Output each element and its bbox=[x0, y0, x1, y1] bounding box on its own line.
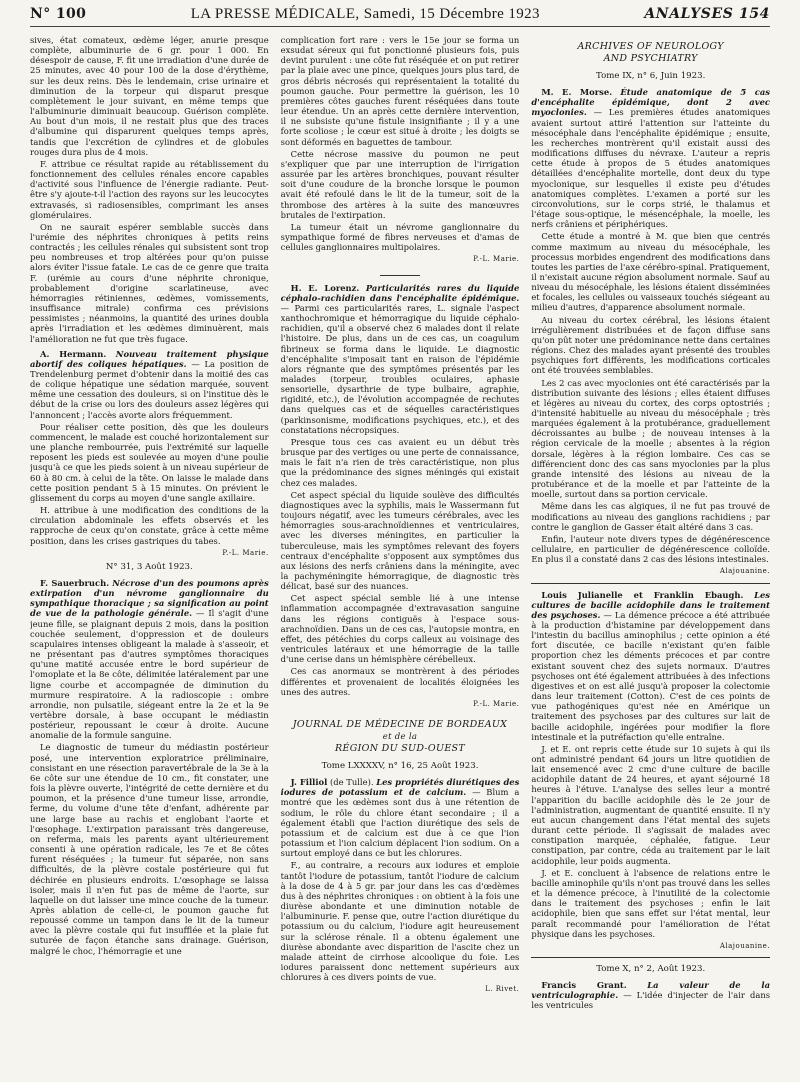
signature: Alajouanine. bbox=[719, 567, 771, 576]
article-grant bbox=[531, 980, 770, 1010]
paragraph: Ces cas anormaux se montrèrent à des périodes différentes et provenaient de localités éloignées les unes des autres. bbox=[280, 666, 520, 697]
paragraph: Même dans les cas algiques, il ne fut pas trouvé de modifications au niveau des ganglions rachidiens ; par contre le ganglion de Gasser était altéré dans 3 cas. bbox=[531, 501, 771, 532]
paragraph: Presque tous ces cas avaient eu un début très brusque par des vertiges ou une perte de connaissance, mais le fait n'a rien de très caractéristique, non plus que la prédominance des signes méningés qui existait chez ces malades. bbox=[280, 436, 520, 488]
journal-name-2: et de la bbox=[382, 732, 418, 742]
column-3 bbox=[531, 35, 770, 1065]
paragraph: On ne saurait espérer semblable succès dans l'urémie des néphrites chroniques à petits reins contractés ; les cellules rénales qui subsistent sont trop peu nombreuses et trop altérées pour qu'on puisse alors éviter l'issue fatale. Le cas de ce genre que traita F. (urémie au cours d'une néphrite chronique, probablement d'origine scarlatineuse, avec hémorragies rétiniennes, œdèmes, vomissements, insuffisance mitrale) confirma ces prévisions pessimistes ; néanmoins, la quantité des urines doubla après l'irradiation et les œdèmes diminuèrent, mais l'amélioration ne fut que très fugace. bbox=[30, 221, 269, 344]
issue-meta: Tome LXXXXV, n° 16, 25 Août 1923. bbox=[321, 761, 479, 771]
page-number: N° 100 bbox=[30, 6, 87, 22]
article-author: Louis Julianelle et Franklin Ebaugh. bbox=[541, 589, 744, 600]
issue-meta: N° 31, 3 Août 1923. bbox=[105, 561, 193, 572]
issue-meta: Tome IX, n° 6, Juin 1923. bbox=[596, 71, 706, 81]
page-header bbox=[30, 6, 770, 27]
separator bbox=[281, 268, 520, 278]
paragraph: F., au contraire, a recours aux iodures et emploie tantôt l'iodure de potassium, tantôt l'iodure de calcium à la dose de 4 à 5 gr. par jour dans les cas d'œdèmes dus à des néphrites chroniques : on obtient à la fois une diurèse abondante et une diminution notable de l'albuminurie. F. pense que, outre l'action diurétique du potassium ou du calcium, l'iodure agit heureusement sur la sclérose rénale. Il a obtenu également une diurèse abondante avec disparition de l'ascite chez un malade atteint de cirrhose alcoolique du foie. Les iodures paraissent donc nettement supérieurs aux chlorures à ces divers points de vue. bbox=[280, 860, 520, 983]
signature: P.-L. Marie. bbox=[473, 699, 520, 708]
article-author: Francis Grant. bbox=[541, 980, 627, 991]
article-text: — Blum a montré que les œdèmes sont dus à une rétention de sodium, le rôle du chlore étant secondaire ; il a également établi que l'action diurétique des sels de potassium et de calcium est due à ce que l'ion potassium et l'ion calcium déplacent l'ion sodium. On a surtout employé dans ce but les chlorures. bbox=[280, 787, 520, 859]
paragraph: La tumeur était un névrome ganglionnaire du sympathique formé de fibres nerveuses et d'amas de cellules ganglionnaires multipolaires. bbox=[280, 221, 520, 253]
article-julianelle bbox=[531, 590, 770, 742]
article-text: — Parmi ces particularités rares, L. signale l'aspect xanthochromique et hémorragique du liquide céphalo-rachidien, qu'il a observé chez 6 malades dont il relate l'histoire. De plus, dans un de ces cas, un coagulum fibrineux se forma dans le liquide. Le diagnostic d'encéphalite s'imposait tant en raison de l'épidémie alors régnante que des symptômes présentés par les malades (torpeur, troubles oculaires, aphasie sensorielle, dysarthrie de type bulbaire, agraphie, rigidité, etc.), de l'évolution accompagnée de rechutes dans quelques cas et de séquelles caractéristiques (parkinsonisme, modifications psychiques, etc.), et des constatations nécropsiques. bbox=[280, 302, 520, 435]
paragraph: Cet aspect spécial semble lié à une intense inflammation accompagnée d'extravasation sanguine dans les régions contiguës à l'espace sous-arachnoïdien. Dans un de ces cas, l'autopsie montra, en effet, des pétéchies du corps calleux au voisinage des ventricules latéraux et une hémorragie de la taille d'une cerise dans un hémisphère cérébelleux. bbox=[280, 593, 520, 665]
article-title: Nouveau traitement physique abortif des coliques hépatiques. bbox=[30, 348, 269, 369]
paragraph: Enfin, l'auteur note divers types de dégénérescence cellulaire, en particulier de dégénérescence colloïde. En plus il a constaté dans 2 cas des lésions intestinales. bbox=[531, 533, 771, 565]
article-lorenz bbox=[281, 283, 520, 435]
journal-name-2: AND PSYCHIATRY bbox=[603, 53, 698, 64]
paragraph: Le diagnostic de tumeur du médiastin postérieur posé, une intervention exploratrice préliminaire, consistant en une résection paravertébrale de la 3e à la 6e côte sur une étendue de 10 cm., fit constater, une fois la plèvre ouverte, l'intégrité de cette dernière et du poumon, et la présence d'une tumeur lisse, arrondie, ferme, du volume d'une tête d'enfant, adhérente par une large base au rachis et englobant l'aorte et l'œsophage. L'extirpation paraissant très dangereuse, on referma, mais les parents ayant ultérieurement consenti à une opération radicale, les 7e et 8e côtes furent réséquées ; la tumeur fut séparée, non sans difficultés, de la plèvre costale postérieure qui fut déchirée en plusieurs endroits. L'œsophage se laissa isoler, mais il n'en fut pas de même de l'aorte, sur laquelle on dut laisser une mince couche de la tumeur. Après ablation de celle-ci, le poumon gauche fut repoussé comme un tampon dans le lit de la tumeur avec la plèvre costale qui fut insufflée et la plaie fut suturée de façon étanche sans drainage. Guérison, malgré le choc, l'hémorragie et une bbox=[30, 742, 269, 956]
journal-name-3: RÉGION DU SUD-OUEST bbox=[335, 743, 465, 754]
article-text: — L'idée d'injecter de l'air dans les ventricules bbox=[531, 990, 771, 1011]
article-title: Étude anatomique de 5 cas d'encéphalite épidémique, dont 2 avec myoclonies. bbox=[531, 87, 771, 118]
journal-name: JOURNAL DE MÉDECINE DE BORDEAUX bbox=[292, 719, 508, 730]
article-text: — Il s'agit d'une jeune fille, se plaignant depuis 2 mois, dans la position couchée seulement, d'oppression et de douleurs scapulaires intenses obligeant la malade à s'asseoir, et ne présentant pas d'autres symptômes thoraciques qu'une matité accusée entre le bord supérieur de l'omoplate et la 8e côte, délimitée latéralement par une ligne courbe et accompagnée de diminution du murmure respiratoire. A la radioscopie : ombre arrondie, non pulsatile, siégeant entre la 2e et la 9e vertèbre dorsale, à base occupant le médiastin postérieur, repoussant le cœur à droite. Aucune anomalie de la formule sanguine. bbox=[30, 608, 269, 741]
publication-title: LA PRESSE MÉDICALE, Samedi, 15 Décembre 1923 bbox=[190, 6, 540, 22]
article-title: Nécrose d'un des poumons après extirpation d'un névrome ganglionnaire du sympathique thoracique ; sa signification au point de vue de la pathologie générale. bbox=[30, 577, 269, 619]
paragraph: Pour réaliser cette position, dès que les douleurs commencent, le malade est couché horizontalement sur une planche rembourrée, puis l'extrémité sur laquelle reposent les pieds est soulevée au moyen d'une poulie jusqu'à ce que les pieds soient à un niveau supérieur de 60 à 80 cm. à celui de la tête. On laisse le malade dans cette position pendant 5 à 15 minutes. On prévient le glissement du corps au moyen d'une sangle axillaire. bbox=[30, 421, 269, 503]
paragraph: H. attribue à une modification des conditions de la circulation abdominale les effets observés et les rapproche de ceux qu'on constate, grâce à cette même position, dans les crises gastriques du tabes. bbox=[30, 505, 269, 546]
signature: Alajouanine. bbox=[719, 941, 771, 950]
article-author: A. Hermann. bbox=[40, 348, 107, 359]
paragraph: Les 2 cas avec myoclonies ont été caractérisés par la distribution suivante des lésions ; elles étaient diffuses et légères au niveau du cortex, des corps optostriés ; d'intensité habituelle au niveau du mésocéphale ; très marquées également à la protubérance, graduellement décroissantes au bulbe ; de nouveau intenses à la région cervicale de la moelle ; absentes à la région dorsale, légères à la région lombaire. Ces cas se différencient donc des cas sans myoclonies par la plus grande intensité des lésions au niveau de la protubérance et de la moelle et par l'atteinte de la moelle, surtout dans sa portion cervicale. bbox=[531, 377, 771, 500]
paragraph: complication fort rare : vers le 15e jour se forma un exsudat séreux qui fut ponctionné plusieurs fois, puis devint purulent : une côte fut réséquée et on put retirer par la plaie avec une pince, quelques jours plus tard, de gros débris nécrosés qui représentaient la totalité du poumon gauche. Pour permettre la guérison, les 10 premières côtes gauches furent réséquées dans toute leur étendue. Un an après cette dernière intervention, il ne subsiste qu'une fistule insignifiante ; il y a une forte scoliose ; le cœur est situé à droite ; les doigts se sont déformés en baguettes de tambour. bbox=[280, 35, 520, 147]
journal-name: ARCHIVES OF NEUROLOGY bbox=[577, 41, 724, 52]
signature: P.-L. Marie. bbox=[473, 255, 520, 264]
article-author: M. E. Morse. bbox=[541, 87, 613, 98]
article-morse bbox=[531, 87, 770, 229]
divider bbox=[531, 957, 770, 958]
journal-heading bbox=[531, 41, 770, 65]
paragraph: Cette nécrose massive du poumon ne peut s'expliquer que par une interruption de l'irrigation assurée par les artères bronchiques, pouvant résulter soit d'une coudure de la bronche lorsque le poumon avait été refoulé dans le lit de la tumeur, soit de la thrombose des artères à la suite des manœuvres brutales de l'extirpation. bbox=[280, 148, 520, 220]
issue-meta: Tome X, n° 2, Août 1923. bbox=[596, 963, 706, 974]
article-title: Les propriétés diurétiques des iodures de potassium et de calcium. bbox=[280, 777, 520, 798]
journal-heading bbox=[281, 719, 520, 755]
paragraph: J. et E. concluent à l'absence de relations entre le bacille aminophile qu'ils n'ont pas trouvé dans les selles et la démence précoce, à l'inutilité de la colectomie dans le traitement des psychoses ; enfin le lait acidophile, bien que sans effet sur l'état mental, leur paraît recommandé pour l'amélioration de l'état physique dans les psychoses. bbox=[531, 867, 771, 939]
section-title: ANALYSES 154 bbox=[644, 6, 770, 22]
article-title: Particularités rares du liquide céphalo-rachidien dans l'encéphalite épidémique. bbox=[280, 282, 520, 303]
paragraph: Cette étude a montré à M. que bien que centrés comme maximum au niveau du mésocéphale, les processus morbides engendrent des modifications dans toutes les parties de l'axe cérébro-spinal. Pratiquement, il n'existait aucune région absolument normale. Sauf au niveau du mésocéphale, les lésions étaient disséminées et focales, les cellules ou vaisseaux touchés siégeant au milieu d'autres, d'apparence absolument normale. bbox=[531, 231, 771, 313]
columns bbox=[30, 35, 770, 1065]
column-2 bbox=[281, 35, 520, 1065]
paragraph: Cet aspect spécial du liquide soulève des difficultés diagnostiques avec la syphilis, mais le Wassermann fut toujours négatif, avec les tumeurs cérébrales, avec les hémorragies sous-arachnoïdiennes et ventriculaires, avec les diverses méningites, en particulier la tuberculeuse, mais les symptômes relevant des foyers centraux d'encéphalite s'opposent aux symptômes dus aux lésions des nerfs crâniens dans la méningite, avec la pachyméningite hémorragique, de diagnostic très délicat, basé sur des nuances. bbox=[280, 489, 520, 592]
article-author: J. Filliol bbox=[290, 777, 328, 788]
divider bbox=[531, 583, 770, 584]
article-text: — Les premières études anatomiques avaient surtout attiré l'attention sur l'atteinte du mésocéphale dans l'encéphalite épidémique ; ensuite, les recherches montrèrent qu'il existait aussi des modifications diffuses du névraxe. L'auteur a repris cette étude à propos de 5 études anatomiques détaillées d'encéphalite mortelle, dont deux du type myoclonique, sur lesquelles il existe peu d'études anatomiques complètes. L'examen a porté sur les circonvolutions, sur le corps strié, le thalamus et l'étage sous-optique, le mésencéphale, la moelle, les nerfs crâniens et périphériques. bbox=[531, 107, 771, 230]
article-sauerbruch bbox=[30, 578, 269, 741]
article-author-place: (de Tulle). bbox=[330, 777, 374, 788]
article-author: H. E. Lorenz. bbox=[290, 282, 360, 293]
paragraph: F. attribue ce résultat rapide au rétablissement du fonctionnement des cellules rénales encore capables d'activité sous l'influence de l'énergie radiante. Peut-être s'y ajoute-t-il l'action des rayons sur les leucocytes extravasés, si radiosensibles, comprimant les anses glomérulaires. bbox=[30, 158, 269, 220]
article-text: — La démence précoce a été attribuée à la production d'histamine par développement dans l'intestin du bacillus aminophilus ; cette opinion a été fort discutée, ce bacille n'existant qu'en faible proportion chez les déments précoces et par contre existant souvent chez des sujets normaux. D'autres psychoses ont été également attribuées à des infections digestives et on est allé jusqu'à proposer la colectomie dans leur traitement (Cotton). C'est de ces points de vue pathogéniques qu'est née en Amérique un traitement des psychoses par des cultures sur lait de bacille acidophile, ingérées pour modifier la flore intestinale et la putréfaction qu'elle entraîne. bbox=[531, 609, 771, 742]
article-title: Les cultures de bacille acidophile dans le traitement des psychoses. bbox=[531, 589, 771, 620]
article-filliol bbox=[281, 777, 520, 858]
article-hermann bbox=[30, 349, 269, 420]
signature: P.-L. Marie. bbox=[222, 548, 269, 557]
paragraph: Au niveau du cortex cérébral, les lésions étaient irrégulièrement distribuées et de façon diffuse sans qu'on pût noter une prédominance nette dans certaines régions. Chez des malades ayant présenté des troubles psychiques fort différents, les modifications corticales ont été trouvées semblables. bbox=[531, 314, 771, 376]
paragraph: sives, état comateux, œdème léger, anurie presque complète, albuminurie de 6 gr. pour 1 000. En désespoir de cause, F. fit une irradiation d'une durée de 25 minutes, avec 40 pour 100 de la dose d'érythème, sur les deux reins. Dès le lendemain, crise urinaire et diminution de la torpeur qui disparut presque complètement le jour suivant, en même temps que l'albuminurie diminuait beaucoup. Guérison complète. Au bout d'un mois, il ne restait plus que des traces d'albumine qui disparurent quelques temps après, tandis que l'excrétion de cylindres et de globules rouges dura plus de 4 mois. bbox=[30, 35, 269, 157]
article-author: F. Sauerbruch. bbox=[40, 577, 110, 588]
paragraph: J. et E. ont repris cette étude sur 10 sujets à qui ils ont administré pendant 64 jours un litre quotidien de lait ensemencé avec 2 cmc d'une culture de bacille acidophile datant de 24 heures, et ayant séjourné 18 heures à l'étuve. L'analyse des selles leur a montré l'apparition du bacille acidophile dès le 2e jour de l'administration, augmentant de quantité ensuite. Il n'y eut aucun changement dans l'état mental des sujets durant cette période. Il s'agissait de malades avec constipation marquée, céphalée, fatigue. Leur constipation, par contre, céda au traitement par le lait acidophile, leur poids augmenta. bbox=[531, 743, 771, 866]
article-title: La valeur de la ventriculographie. bbox=[531, 980, 770, 1001]
article-text: — La position de Trendelenburg permet d'obtenir dans la moitié des cas de colique hépatique une sédation marquée, souvent même une cessation des douleurs, si on l'institue dès le début de la crise ou lors des douleurs assez légères qui l'annoncent ; l'accès avorte alors fréquemment. bbox=[30, 358, 269, 420]
signature: L. Rivet. bbox=[485, 985, 520, 994]
column-1 bbox=[30, 35, 269, 1065]
